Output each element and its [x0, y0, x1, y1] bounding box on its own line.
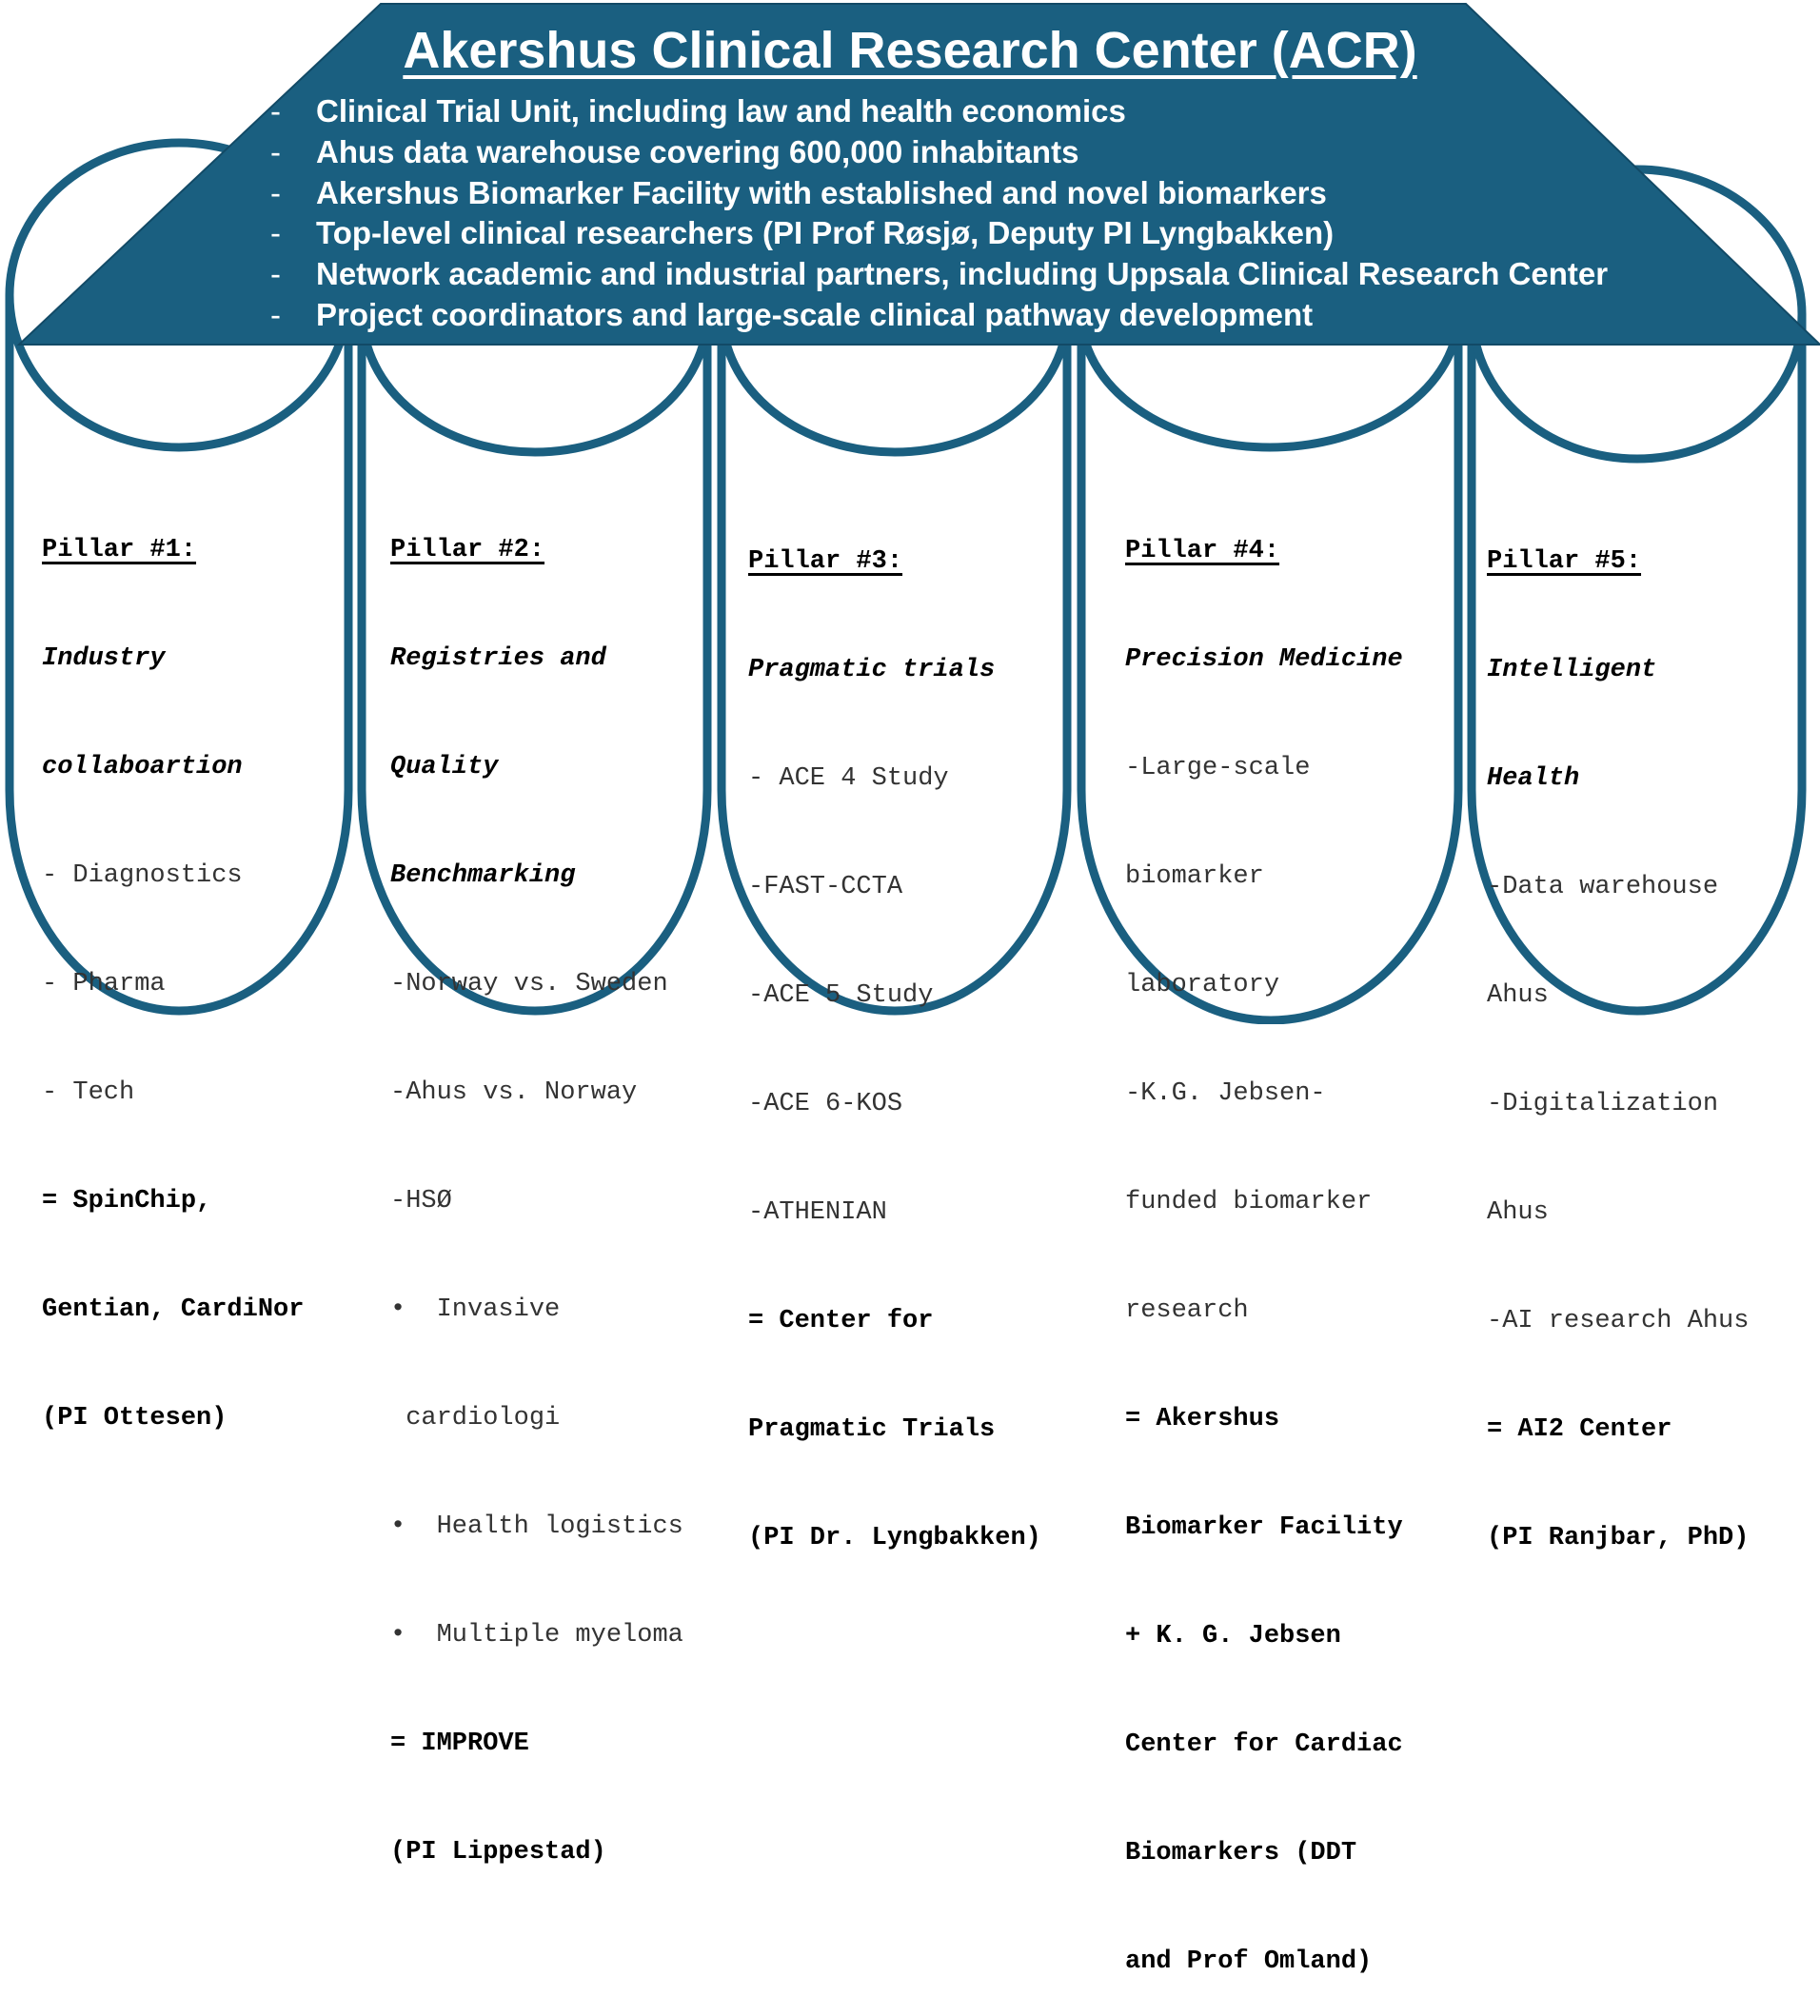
- pillar-item: laboratory: [1125, 971, 1280, 999]
- pillar-item: -FAST-CCTA: [748, 873, 903, 901]
- pillar-subtitle: Registries and: [390, 644, 606, 673]
- pillar-result: (PI Ranjbar, PhD): [1487, 1524, 1750, 1552]
- pillar-subtitle: Quality: [390, 753, 499, 781]
- pillar-item: -ACE 5 Study: [748, 981, 934, 1010]
- pillar-result: = AI2 Center: [1487, 1415, 1672, 1444]
- pillar-item: • Health logistics: [390, 1512, 683, 1541]
- pillar-subtitle: collaboartion: [42, 753, 243, 781]
- capability-item: - Clinical Trial Unit, including law and health economics: [270, 91, 1608, 132]
- bullet-dash: -: [270, 93, 281, 128]
- pillar-item: -ACE 6-KOS: [748, 1090, 903, 1118]
- pillar-item: • Invasive: [390, 1295, 561, 1324]
- pillar-subtitle: Pragmatic trials: [748, 656, 996, 684]
- pillar-title: Pillar #5:: [1487, 547, 1642, 576]
- pillar-result: = Center for: [748, 1307, 934, 1335]
- capability-item: - Akershus Biomarker Facility with established and novel biomarkers: [270, 173, 1608, 214]
- pillar-result: + K. G. Jebsen: [1125, 1622, 1341, 1650]
- center-title: Akershus Clinical Research Center (ACR): [403, 22, 1417, 79]
- pillar-1: [42, 460, 348, 1472]
- pillar-subtitle: Benchmarking: [390, 861, 576, 890]
- capability-item: - Ahus data warehouse covering 600,000 inhabitants: [270, 132, 1608, 173]
- pillar-item: - Tech: [42, 1078, 135, 1107]
- pillar-title: Pillar #2:: [390, 536, 545, 564]
- pillar-4: [1125, 461, 1458, 2016]
- pillar-item: -Data warehouse: [1487, 873, 1719, 901]
- pillar-result: (PI Dr. Lyngbakken): [748, 1524, 1041, 1552]
- pillar-result: = Akershus: [1125, 1405, 1280, 1433]
- pillar-subtitle: Intelligent: [1487, 656, 1657, 684]
- pillar-item: Ahus: [1487, 1198, 1549, 1227]
- pillar-item: funded biomarker: [1125, 1188, 1373, 1216]
- capability-item: - Project coordinators and large-scale clinical pathway development: [270, 295, 1608, 336]
- bullet-dash: -: [270, 296, 281, 332]
- pillar-item: • Multiple myeloma: [390, 1621, 683, 1650]
- pillar-result: (PI Lippestad): [390, 1838, 606, 1867]
- pillar-result: Biomarker Facility: [1125, 1513, 1403, 1542]
- pillar-result: Gentian, CardiNor: [42, 1295, 305, 1324]
- pillar-title: Pillar #3:: [748, 547, 903, 576]
- pillar-item: cardiologi: [390, 1404, 561, 1433]
- pillar-item: -Digitalization: [1487, 1090, 1719, 1118]
- pillar-item: -Norway vs. Sweden: [390, 970, 668, 998]
- pillar-item: -Ahus vs. Norway: [390, 1078, 638, 1107]
- bullet-dash: -: [270, 215, 281, 251]
- pillar-item: -Large-scale: [1125, 754, 1311, 782]
- center-capabilities-list: [270, 91, 1608, 336]
- pillar-item: -ATHENIAN: [748, 1198, 887, 1227]
- pillar-subtitle: Precision Medicine: [1125, 645, 1403, 674]
- pillar-subtitle: Industry: [42, 644, 166, 673]
- pillar-result: = IMPROVE: [390, 1729, 529, 1758]
- pillar-item: -HSØ: [390, 1187, 452, 1216]
- pillar-result: (PI Ottesen): [42, 1404, 228, 1433]
- pillar-item: - ACE 4 Study: [748, 764, 949, 793]
- bullet-dash: -: [270, 174, 281, 210]
- pillar-2: [390, 460, 707, 1907]
- pillar-item: -K.G. Jebsen-: [1125, 1079, 1326, 1108]
- pillar-result: Biomarkers (DDT: [1125, 1839, 1357, 1868]
- pillar-title: Pillar #1:: [42, 536, 197, 564]
- bullet-dash: -: [270, 133, 281, 169]
- pillar-item: research: [1125, 1296, 1249, 1325]
- pillar-result: and Prof Omland): [1125, 1947, 1373, 1976]
- bullet-dash: -: [270, 256, 281, 292]
- pillar-item: -AI research Ahus: [1487, 1307, 1750, 1335]
- pillar-item: - Pharma: [42, 970, 166, 998]
- pillar-subtitle: Health: [1487, 764, 1580, 793]
- pillar-title: Pillar #4:: [1125, 537, 1280, 565]
- pillar-5: [1487, 471, 1801, 1592]
- capability-item: - Network academic and industrial partners, including Uppsala Clinical Research Center: [270, 254, 1608, 295]
- pillar-result: = SpinChip,: [42, 1187, 212, 1216]
- pillar-item: Ahus: [1487, 981, 1549, 1010]
- pillar-result: Pragmatic Trials: [748, 1415, 996, 1444]
- capability-item: - Top-level clinical researchers (PI Prof Røsjø, Deputy PI Lyngbakken): [270, 213, 1608, 254]
- pillar-result: Center for Cardiac: [1125, 1730, 1403, 1759]
- pillar-item: biomarker: [1125, 862, 1264, 891]
- pillar-item: - Diagnostics: [42, 861, 243, 890]
- pillar-3: [748, 471, 1066, 1592]
